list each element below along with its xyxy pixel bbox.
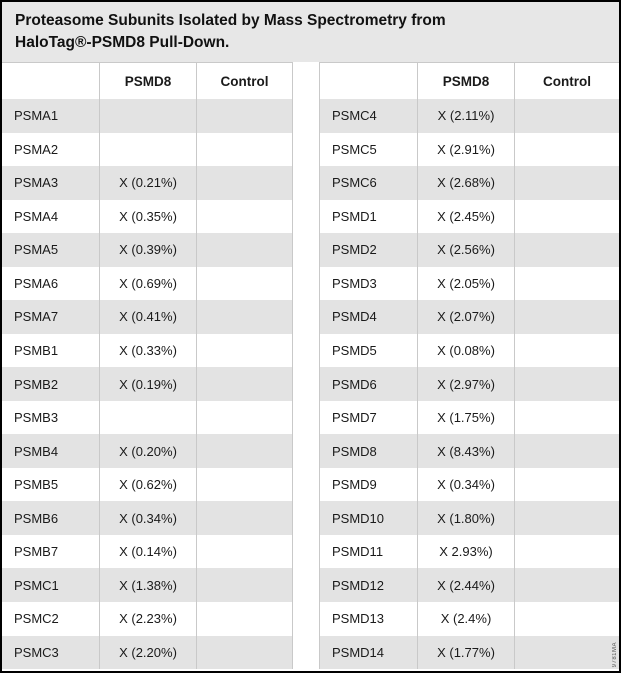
psmd8-value: X (2.11%) [417,99,514,133]
table-row [2,535,292,569]
psmd8-value: X (2.05%) [417,267,514,301]
table-row [2,133,292,167]
left-header-psmd8: PSMD8 [99,62,196,99]
subunit-label: PSMC5 [320,133,417,167]
control-value [514,602,619,636]
psmd8-value: X (0.21%) [99,166,196,200]
psmd8-value [99,401,196,435]
table-row [2,334,292,368]
subunit-label: PSMA7 [2,300,99,334]
table-row [2,367,292,401]
psmd8-value: X (2.20%) [99,636,196,670]
control-value [196,233,292,267]
table-row [320,501,619,535]
table-row [2,568,292,602]
table-row [320,468,619,502]
subunit-label: PSMD6 [320,367,417,401]
table-row [320,166,619,200]
subunit-label: PSMD5 [320,334,417,368]
subunit-label: PSMD1 [320,200,417,234]
table-row [2,401,292,435]
right-table-header-row [320,62,619,99]
control-value [196,636,292,670]
subunit-label: PSMC4 [320,99,417,133]
table-row [320,367,619,401]
psmd8-value: X (0.19%) [99,367,196,401]
table-row [320,267,619,301]
figure-title: Proteasome Subunits Isolated by Mass Spectrometry from HaloTag®-PSMD8 Pull-Down. [15,12,446,51]
subunit-label: PSMA4 [2,200,99,234]
subunit-label: PSMD9 [320,468,417,502]
subunit-label: PSMB2 [2,367,99,401]
left-table-rows [2,99,292,669]
table-row [2,468,292,502]
subunit-label: PSMD12 [320,568,417,602]
right-table [320,62,619,669]
table-row [320,334,619,368]
psmd8-value: X (2.97%) [417,367,514,401]
psmd8-value: X (0.14%) [99,535,196,569]
table-row [320,636,619,670]
control-value [196,367,292,401]
right-table-rows [320,99,619,669]
psmd8-value: X (2.44%) [417,568,514,602]
subunit-label: PSMB6 [2,501,99,535]
figure-code: 9781MA [612,641,618,667]
subunit-label: PSMB1 [2,334,99,368]
control-value [514,334,619,368]
control-value [196,434,292,468]
psmd8-value: X (1.75%) [417,401,514,435]
control-value [196,267,292,301]
psmd8-value: X (2.45%) [417,200,514,234]
table-row [2,602,292,636]
subunit-label: PSMA3 [2,166,99,200]
table-row [2,200,292,234]
psmd8-value: X (0.35%) [99,200,196,234]
psmd8-value: X (0.62%) [99,468,196,502]
psmd8-value: X (1.38%) [99,568,196,602]
control-value [514,267,619,301]
subunit-label: PSMA5 [2,233,99,267]
subunit-label: PSMB5 [2,468,99,502]
psmd8-value: X (2.68%) [417,166,514,200]
table-row [320,99,619,133]
control-value [196,602,292,636]
psmd8-value: X (8.43%) [417,434,514,468]
table-row [320,133,619,167]
control-value [196,568,292,602]
table-row [2,636,292,670]
table-row [320,568,619,602]
left-table [2,62,292,669]
psmd8-value: X (1.77%) [417,636,514,670]
subunit-label: PSMD3 [320,267,417,301]
left-header-empty-cell [2,62,99,99]
psmd8-value: X (0.20%) [99,434,196,468]
subunit-label: PSMB4 [2,434,99,468]
table-row [2,434,292,468]
control-value [514,99,619,133]
psmd8-value: X (0.34%) [417,468,514,502]
control-value [196,501,292,535]
psmd8-value: X (2.91%) [417,133,514,167]
psmd8-value: X (2.07%) [417,300,514,334]
psmd8-value: X 2.93%) [417,535,514,569]
control-value [196,468,292,502]
subunit-label: PSMC6 [320,166,417,200]
subunit-label: PSMB7 [2,535,99,569]
control-value [514,401,619,435]
table-row [320,300,619,334]
table-row [2,300,292,334]
subunit-label: PSMD10 [320,501,417,535]
subunit-label: PSMA1 [2,99,99,133]
psmd8-value: X (2.56%) [417,233,514,267]
control-value [514,133,619,167]
table-row [320,434,619,468]
subunit-label: PSMC1 [2,568,99,602]
subunit-label: PSMC2 [2,602,99,636]
table-row [320,200,619,234]
control-value [514,233,619,267]
subunit-label: PSMD11 [320,535,417,569]
psmd8-value: X (1.80%) [417,501,514,535]
control-value [514,166,619,200]
subunit-label: PSMD14 [320,636,417,670]
table-row [2,267,292,301]
control-value [514,300,619,334]
right-header-psmd8: PSMD8 [417,62,514,99]
psmd8-value [99,99,196,133]
control-value [196,401,292,435]
subunit-label: PSMD13 [320,602,417,636]
table-row [320,602,619,636]
psmd8-value: X (2.23%) [99,602,196,636]
control-value [196,300,292,334]
control-value [514,367,619,401]
psmd8-value: X (0.69%) [99,267,196,301]
subunit-label: PSMD7 [320,401,417,435]
control-value [196,200,292,234]
control-value [196,535,292,569]
control-value [514,434,619,468]
control-value [514,501,619,535]
left-header-control: Control [196,62,292,99]
subunit-label: PSMD2 [320,233,417,267]
psmd8-value: X (0.34%) [99,501,196,535]
table-row [2,99,292,133]
tables-area [2,62,619,669]
control-value [196,99,292,133]
psmd8-value: X (0.08%) [417,334,514,368]
psmd8-value: X (2.4%) [417,602,514,636]
table-row [320,233,619,267]
control-value [196,334,292,368]
table-gap-divider [292,62,320,669]
control-value [196,166,292,200]
table-row [2,501,292,535]
subunit-label: PSMC3 [2,636,99,670]
control-value [514,636,619,670]
left-table-header-row [2,62,292,99]
table-row [320,401,619,435]
right-header-empty-cell [320,62,417,99]
psmd8-value: X (0.39%) [99,233,196,267]
subunit-label: PSMD4 [320,300,417,334]
table-row [2,233,292,267]
table-row [320,535,619,569]
control-value [514,568,619,602]
control-value [196,133,292,167]
right-header-control: Control [514,62,619,99]
control-value [514,468,619,502]
subunit-label: PSMA2 [2,133,99,167]
subunit-label: PSMA6 [2,267,99,301]
figure-title-band [2,2,619,62]
control-value [514,200,619,234]
psmd8-value [99,133,196,167]
table-row [2,166,292,200]
psmd8-value: X (0.41%) [99,300,196,334]
subunit-label: PSMD8 [320,434,417,468]
psmd8-value: X (0.33%) [99,334,196,368]
control-value [514,535,619,569]
subunit-label: PSMB3 [2,401,99,435]
